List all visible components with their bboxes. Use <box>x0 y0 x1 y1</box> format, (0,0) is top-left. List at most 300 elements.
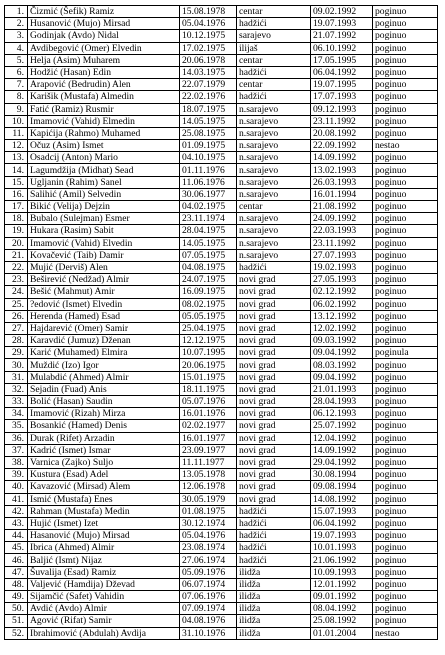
row-number-cell: 37. <box>5 444 28 456</box>
birth-date-cell: 01.09.1975 <box>180 140 237 152</box>
status-cell: poginuo <box>373 432 438 444</box>
row-number-cell: 33. <box>5 396 28 408</box>
birth-date-cell: 04.10.1975 <box>180 152 237 164</box>
status-cell: poginuo <box>373 517 438 529</box>
event-date-cell: 16.01.1994 <box>311 188 373 200</box>
birth-date-cell: 16.01.1977 <box>180 432 237 444</box>
status-cell: poginuo <box>373 554 438 566</box>
row-number-cell: 12. <box>5 140 28 152</box>
municipality-cell: hadžići <box>237 66 311 78</box>
status-cell: poginuo <box>373 42 438 54</box>
table-row <box>5 322 438 334</box>
status-cell: poginuo <box>373 444 438 456</box>
event-date-cell: 09.03.1992 <box>311 335 373 347</box>
table-row <box>5 627 438 639</box>
table-row <box>5 591 438 603</box>
person-name-cell: Sejadin (Fuad) Anis <box>28 383 180 395</box>
municipality-cell: n.sarajevo <box>237 188 311 200</box>
person-name-cell: Hukara (Rasim) Sabit <box>28 225 180 237</box>
status-cell: poginuo <box>373 213 438 225</box>
event-date-cell: 01.01.2004 <box>311 627 373 639</box>
municipality-cell: novi grad <box>237 371 311 383</box>
status-cell: poginuo <box>373 481 438 493</box>
status-cell: poginuo <box>373 505 438 517</box>
row-number-cell: 22. <box>5 261 28 273</box>
person-name-cell: Valjević (Hamdija) Dževad <box>28 578 180 590</box>
table-row <box>5 517 438 529</box>
municipality-cell: ilidža <box>237 566 311 578</box>
municipality-cell: ilidža <box>237 615 311 627</box>
event-date-cell: 20.08.1992 <box>311 127 373 139</box>
event-date-cell: 15.07.1993 <box>311 505 373 517</box>
status-cell: poginuo <box>373 591 438 603</box>
birth-date-cell: 15.08.1978 <box>180 6 237 18</box>
status-cell: poginuo <box>373 578 438 590</box>
event-date-cell: 19.07.1993 <box>311 18 373 30</box>
birth-date-cell: 05.05.1975 <box>180 310 237 322</box>
status-cell: poginuo <box>373 115 438 127</box>
status-cell: poginuo <box>373 298 438 310</box>
row-number-cell: 1. <box>5 6 28 18</box>
event-date-cell: 21.01.1993 <box>311 383 373 395</box>
table-row <box>5 359 438 371</box>
person-name-cell: Bešić (Mahmut) Amir <box>28 286 180 298</box>
birth-date-cell: 05.04.1976 <box>180 530 237 542</box>
municipality-cell: centar <box>237 79 311 91</box>
birth-date-cell: 12.12.1975 <box>180 335 237 347</box>
person-name-cell: Bosankić (Hamed) Denis <box>28 420 180 432</box>
status-cell: poginuo <box>373 225 438 237</box>
status-cell: poginuo <box>373 371 438 383</box>
row-number-cell: 42. <box>5 505 28 517</box>
table-row <box>5 371 438 383</box>
status-cell: poginuo <box>373 530 438 542</box>
person-name-cell: Kovačević (Taib) Damir <box>28 249 180 261</box>
row-number-cell: 40. <box>5 481 28 493</box>
status-cell: poginuo <box>373 30 438 42</box>
municipality-cell: hadžići <box>237 530 311 542</box>
municipality-cell: n.sarajevo <box>237 152 311 164</box>
event-date-cell: 24.09.1992 <box>311 213 373 225</box>
birth-date-cell: 28.04.1975 <box>180 225 237 237</box>
birth-date-cell: 22.07.1979 <box>180 79 237 91</box>
row-number-cell: 20. <box>5 237 28 249</box>
person-name-cell: Husanović (Mujo) Mirsad <box>28 18 180 30</box>
event-date-cell: 06.12.1993 <box>311 408 373 420</box>
status-cell: poginuo <box>373 249 438 261</box>
municipality-cell: hadžići <box>237 554 311 566</box>
table-row <box>5 286 438 298</box>
table-row <box>5 261 438 273</box>
event-date-cell: 09.08.1994 <box>311 481 373 493</box>
person-name-cell: Kadrić (Ismet) Ismar <box>28 444 180 456</box>
event-date-cell: 17.07.1993 <box>311 91 373 103</box>
municipality-cell: hadžići <box>237 517 311 529</box>
person-name-cell: Durak (Rifet) Arzadin <box>28 432 180 444</box>
table-row <box>5 176 438 188</box>
municipality-cell: n.sarajevo <box>237 115 311 127</box>
status-cell: poginuo <box>373 469 438 481</box>
status-cell: poginuo <box>373 615 438 627</box>
row-number-cell: 52. <box>5 627 28 639</box>
table-row <box>5 396 438 408</box>
person-name-cell: Šuvalija (Esad) Ramiz <box>28 566 180 578</box>
table-row <box>5 42 438 54</box>
birth-date-cell: 30.05.1979 <box>180 493 237 505</box>
person-name-cell: Hujić (Ismet) Izet <box>28 517 180 529</box>
table-row <box>5 188 438 200</box>
row-number-cell: 9. <box>5 103 28 115</box>
status-cell: poginuo <box>373 408 438 420</box>
row-number-cell: 21. <box>5 249 28 261</box>
table-row <box>5 18 438 30</box>
status-cell: poginuo <box>373 456 438 468</box>
event-date-cell: 10.09.1993 <box>311 566 373 578</box>
status-cell: poginuo <box>373 79 438 91</box>
event-date-cell: 21.07.1992 <box>311 30 373 42</box>
event-date-cell: 14.09.1992 <box>311 444 373 456</box>
birth-date-cell: 17.02.1975 <box>180 42 237 54</box>
municipality-cell: ilidža <box>237 578 311 590</box>
birth-date-cell: 12.06.1978 <box>180 481 237 493</box>
person-name-cell: Sijamčić (Safet) Vahidin <box>28 591 180 603</box>
document-page <box>4 5 437 640</box>
status-cell: poginuo <box>373 566 438 578</box>
birth-date-cell: 25.08.1975 <box>180 127 237 139</box>
municipality-cell: hadžići <box>237 542 311 554</box>
table-row <box>5 237 438 249</box>
row-number-cell: 5. <box>5 54 28 66</box>
row-number-cell: 16. <box>5 188 28 200</box>
birth-date-cell: 23.11.1974 <box>180 213 237 225</box>
person-name-cell: Ismić (Mustafa) Enes <box>28 493 180 505</box>
row-number-cell: 4. <box>5 42 28 54</box>
table-row <box>5 298 438 310</box>
municipality-cell: novi grad <box>237 335 311 347</box>
event-date-cell: 29.04.1992 <box>311 456 373 468</box>
municipality-cell: novi grad <box>237 456 311 468</box>
row-number-cell: 50. <box>5 603 28 615</box>
birth-date-cell: 07.05.1975 <box>180 249 237 261</box>
event-date-cell: 12.01.1992 <box>311 578 373 590</box>
birth-date-cell: 25.04.1975 <box>180 322 237 334</box>
table-row <box>5 127 438 139</box>
person-name-cell: Bikić (Velija) Dejzin <box>28 201 180 213</box>
birth-date-cell: 01.11.1976 <box>180 164 237 176</box>
row-number-cell: 36. <box>5 432 28 444</box>
row-number-cell: 48. <box>5 578 28 590</box>
table-row <box>5 420 438 432</box>
table-row <box>5 79 438 91</box>
event-date-cell: 25.08.1992 <box>311 615 373 627</box>
person-name-cell: Kavazović (Mirsad) Alem <box>28 481 180 493</box>
event-date-cell: 30.08.1994 <box>311 469 373 481</box>
table-row <box>5 201 438 213</box>
table-row <box>5 432 438 444</box>
row-number-cell: 23. <box>5 274 28 286</box>
table-row <box>5 310 438 322</box>
event-date-cell: 23.11.1992 <box>311 115 373 127</box>
row-number-cell: 38. <box>5 456 28 468</box>
row-number-cell: 35. <box>5 420 28 432</box>
event-date-cell: 21.08.1992 <box>311 201 373 213</box>
municipality-cell: hadžići <box>237 18 311 30</box>
table-row <box>5 140 438 152</box>
birth-date-cell: 04.02.1975 <box>180 201 237 213</box>
table-row <box>5 103 438 115</box>
table-row <box>5 54 438 66</box>
person-name-cell: Bolić (Hasan) Saudin <box>28 396 180 408</box>
table-row <box>5 6 438 18</box>
municipality-cell: novi grad <box>237 274 311 286</box>
municipality-cell: n.sarajevo <box>237 249 311 261</box>
birth-date-cell: 05.09.1976 <box>180 566 237 578</box>
municipality-cell: centar <box>237 6 311 18</box>
table-row <box>5 603 438 615</box>
birth-date-cell: 05.04.1976 <box>180 18 237 30</box>
event-date-cell: 27.05.1993 <box>311 274 373 286</box>
birth-date-cell: 06.07.1974 <box>180 578 237 590</box>
person-name-cell: Hasanović (Mujo) Mirsad <box>28 530 180 542</box>
person-name-cell: Salihić (Amil) Selvedin <box>28 188 180 200</box>
person-name-cell: Karić (Muhamed) Elmira <box>28 347 180 359</box>
municipality-cell: n.sarajevo <box>237 103 311 115</box>
person-name-cell: Agović (Rifat) Samir <box>28 615 180 627</box>
birth-date-cell: 30.06.1977 <box>180 188 237 200</box>
event-date-cell: 23.11.1992 <box>311 237 373 249</box>
row-number-cell: 13. <box>5 152 28 164</box>
status-cell: nestao <box>373 140 438 152</box>
person-name-cell: Mulabdić (Ahmed) Almir <box>28 371 180 383</box>
municipality-cell: ilidža <box>237 591 311 603</box>
person-name-cell: Čizmić (Šefik) Ramiz <box>28 6 180 18</box>
row-number-cell: 24. <box>5 286 28 298</box>
status-cell: poginuo <box>373 383 438 395</box>
row-number-cell: 34. <box>5 408 28 420</box>
birth-date-cell: 16.01.1976 <box>180 408 237 420</box>
municipality-cell: novi grad <box>237 481 311 493</box>
birth-date-cell: 23.09.1977 <box>180 444 237 456</box>
status-cell: poginuo <box>373 91 438 103</box>
birth-date-cell: 05.07.1976 <box>180 396 237 408</box>
status-cell: poginuo <box>373 176 438 188</box>
status-cell: poginuo <box>373 261 438 273</box>
row-number-cell: 44. <box>5 530 28 542</box>
event-date-cell: 09.02.1992 <box>311 6 373 18</box>
status-cell: poginuo <box>373 54 438 66</box>
event-date-cell: 21.06.1992 <box>311 554 373 566</box>
row-number-cell: 41. <box>5 493 28 505</box>
birth-date-cell: 11.06.1976 <box>180 176 237 188</box>
municipality-cell: n.sarajevo <box>237 127 311 139</box>
municipality-cell: novi grad <box>237 396 311 408</box>
row-number-cell: 25. <box>5 298 28 310</box>
person-name-cell: Lagumdžija (Midhat) Sead <box>28 164 180 176</box>
row-number-cell: 6. <box>5 66 28 78</box>
row-number-cell: 28. <box>5 335 28 347</box>
status-cell: poginuo <box>373 66 438 78</box>
row-number-cell: 27. <box>5 322 28 334</box>
event-date-cell: 06.02.1992 <box>311 298 373 310</box>
table-row <box>5 578 438 590</box>
birth-date-cell: 22.02.1976 <box>180 91 237 103</box>
row-number-cell: 26. <box>5 310 28 322</box>
row-number-cell: 51. <box>5 615 28 627</box>
municipality-cell: novi grad <box>237 408 311 420</box>
event-date-cell: 27.07.1993 <box>311 249 373 261</box>
person-name-cell: Helja (Asim) Muharem <box>28 54 180 66</box>
event-date-cell: 09.04.1992 <box>311 347 373 359</box>
status-cell: poginuo <box>373 127 438 139</box>
event-date-cell: 14.09.1992 <box>311 152 373 164</box>
birth-date-cell: 20.06.1975 <box>180 359 237 371</box>
status-cell: poginula <box>373 347 438 359</box>
birth-date-cell: 23.08.1974 <box>180 542 237 554</box>
person-name-cell: ?edović (Ismet) Elvedin <box>28 298 180 310</box>
person-name-cell: Ibrica (Ahmed) Almir <box>28 542 180 554</box>
municipality-cell: novi grad <box>237 383 311 395</box>
status-cell: poginuo <box>373 237 438 249</box>
table-row <box>5 542 438 554</box>
person-name-cell: Kapićija (Rahmo) Muhamed <box>28 127 180 139</box>
row-number-cell: 2. <box>5 18 28 30</box>
status-cell: poginuo <box>373 359 438 371</box>
event-date-cell: 14.08.1992 <box>311 493 373 505</box>
table-row <box>5 530 438 542</box>
row-number-cell: 19. <box>5 225 28 237</box>
table-row <box>5 505 438 517</box>
status-cell: poginuo <box>373 18 438 30</box>
row-number-cell: 17. <box>5 201 28 213</box>
event-date-cell: 25.07.1992 <box>311 420 373 432</box>
row-number-cell: 45. <box>5 542 28 554</box>
birth-date-cell: 10.12.1975 <box>180 30 237 42</box>
person-name-cell: Ibrahimović (Abdulah) Avdija <box>28 627 180 639</box>
row-number-cell: 32. <box>5 383 28 395</box>
birth-date-cell: 04.08.1976 <box>180 615 237 627</box>
row-number-cell: 10. <box>5 115 28 127</box>
birth-date-cell: 27.06.1974 <box>180 554 237 566</box>
municipality-cell: novi grad <box>237 432 311 444</box>
person-name-cell: Avdibegović (Omer) Elvedin <box>28 42 180 54</box>
municipality-cell: n.sarajevo <box>237 237 311 249</box>
person-name-cell: Bubalo (Sulejman) Esmer <box>28 213 180 225</box>
status-cell: poginuo <box>373 103 438 115</box>
status-cell: poginuo <box>373 603 438 615</box>
row-number-cell: 30. <box>5 359 28 371</box>
status-cell: poginuo <box>373 335 438 347</box>
event-date-cell: 09.04.1992 <box>311 371 373 383</box>
birth-date-cell: 14.05.1975 <box>180 237 237 249</box>
table-row <box>5 615 438 627</box>
table-row <box>5 115 438 127</box>
status-cell: poginuo <box>373 286 438 298</box>
table-row <box>5 30 438 42</box>
person-name-cell: Osadcij (Anton) Mario <box>28 152 180 164</box>
table-row <box>5 493 438 505</box>
person-name-cell: Fatić (Ramiz) Rusmir <box>28 103 180 115</box>
municipality-cell: novi grad <box>237 347 311 359</box>
status-cell: poginuo <box>373 420 438 432</box>
municipality-cell: ilidža <box>237 603 311 615</box>
person-name-cell: Kustura (Esad) Adel <box>28 469 180 481</box>
row-number-cell: 11. <box>5 127 28 139</box>
event-date-cell: 02.12.1992 <box>311 286 373 298</box>
person-name-cell: Rahman (Mustafa) Medin <box>28 505 180 517</box>
event-date-cell: 19.02.1993 <box>311 261 373 273</box>
table-row <box>5 91 438 103</box>
municipality-cell: sarajevo <box>237 30 311 42</box>
municipality-cell: centar <box>237 201 311 213</box>
person-name-cell: Karavdić (Jumuz) Dženan <box>28 335 180 347</box>
status-cell: nestao <box>373 627 438 639</box>
table-row <box>5 66 438 78</box>
birth-date-cell: 31.10.1976 <box>180 627 237 639</box>
person-name-cell: Baljić (Ismt) Nijaz <box>28 554 180 566</box>
casualty-table-body <box>5 6 438 640</box>
status-cell: poginuo <box>373 542 438 554</box>
table-row <box>5 164 438 176</box>
municipality-cell: n.sarajevo <box>237 140 311 152</box>
birth-date-cell: 14.05.1975 <box>180 115 237 127</box>
person-name-cell: Ugljanin (Rahim) Sanel <box>28 176 180 188</box>
table-row <box>5 408 438 420</box>
birth-date-cell: 02.02.1977 <box>180 420 237 432</box>
table-row <box>5 152 438 164</box>
birth-date-cell: 07.06.1976 <box>180 591 237 603</box>
municipality-cell: hadžići <box>237 505 311 517</box>
table-row <box>5 213 438 225</box>
event-date-cell: 17.05.1995 <box>311 54 373 66</box>
birth-date-cell: 04.08.1975 <box>180 261 237 273</box>
birth-date-cell: 07.09.1974 <box>180 603 237 615</box>
birth-date-cell: 18.07.1975 <box>180 103 237 115</box>
table-row <box>5 456 438 468</box>
person-name-cell: Godinjak (Avdo) Nidal <box>28 30 180 42</box>
row-number-cell: 7. <box>5 79 28 91</box>
event-date-cell: 09.12.1993 <box>311 103 373 115</box>
municipality-cell: n.sarajevo <box>237 225 311 237</box>
municipality-cell: novi grad <box>237 420 311 432</box>
municipality-cell: novi grad <box>237 310 311 322</box>
row-number-cell: 8. <box>5 91 28 103</box>
person-name-cell: Arapović (Bedrudin) Alen <box>28 79 180 91</box>
municipality-cell: hadžići <box>237 91 311 103</box>
municipality-cell: ilijaš <box>237 42 311 54</box>
municipality-cell: novi grad <box>237 444 311 456</box>
event-date-cell: 06.04.1992 <box>311 66 373 78</box>
event-date-cell: 10.01.1993 <box>311 542 373 554</box>
birth-date-cell: 24.07.1975 <box>180 274 237 286</box>
municipality-cell: novi grad <box>237 359 311 371</box>
person-name-cell: Avdić (Avdo) Almir <box>28 603 180 615</box>
municipality-cell: novi grad <box>237 322 311 334</box>
person-name-cell: Imamović (Vahid) Elmedin <box>28 115 180 127</box>
person-name-cell: Mujić (Derviš) Alen <box>28 261 180 273</box>
person-name-cell: Varnica (Zajko) Suljo <box>28 456 180 468</box>
status-cell: poginuo <box>373 164 438 176</box>
status-cell: poginuo <box>373 493 438 505</box>
person-name-cell: Očuz (Asim) Ismet <box>28 140 180 152</box>
municipality-cell: n.sarajevo <box>237 213 311 225</box>
event-date-cell: 19.07.1995 <box>311 79 373 91</box>
event-date-cell: 06.10.1992 <box>311 42 373 54</box>
status-cell: poginuo <box>373 274 438 286</box>
row-number-cell: 14. <box>5 164 28 176</box>
birth-date-cell: 01.08.1975 <box>180 505 237 517</box>
event-date-cell: 09.01.1992 <box>311 591 373 603</box>
municipality-cell: centar <box>237 54 311 66</box>
